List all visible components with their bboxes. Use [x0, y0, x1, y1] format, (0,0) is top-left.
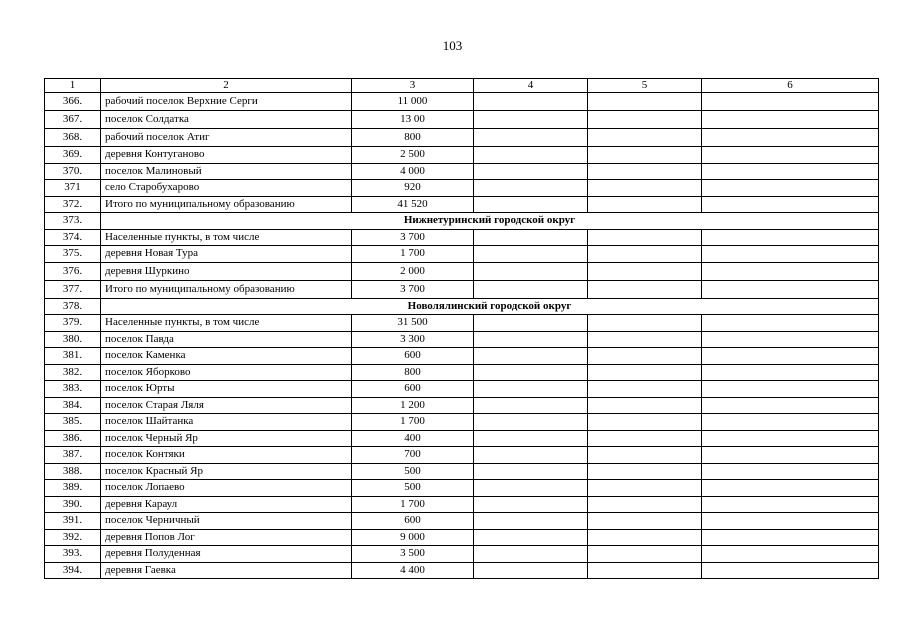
table-row — [45, 496, 879, 513]
row-number: 374. — [45, 229, 101, 246]
settlement-name: поселок Контяки — [101, 447, 352, 464]
section-row — [45, 213, 879, 230]
table-row — [45, 463, 879, 480]
table-row — [45, 280, 879, 298]
empty-cell — [588, 93, 702, 111]
value-cell: 700 — [352, 447, 474, 464]
column-header: 4 — [474, 79, 588, 93]
settlement-name: поселок Каменка — [101, 348, 352, 365]
table-row — [45, 147, 879, 164]
empty-cell — [588, 397, 702, 414]
table-row — [45, 529, 879, 546]
empty-cell — [474, 364, 588, 381]
empty-cell — [702, 196, 879, 213]
empty-cell — [702, 513, 879, 530]
row-number: 378. — [45, 298, 101, 315]
empty-cell — [474, 463, 588, 480]
value-cell: 2 000 — [352, 262, 474, 280]
value-cell: 920 — [352, 180, 474, 197]
empty-cell — [474, 480, 588, 497]
row-number: 380. — [45, 331, 101, 348]
row-number: 385. — [45, 414, 101, 431]
table-row — [45, 180, 879, 197]
empty-cell — [474, 280, 588, 298]
empty-cell — [588, 546, 702, 563]
empty-cell — [588, 414, 702, 431]
empty-cell — [702, 229, 879, 246]
empty-cell — [588, 364, 702, 381]
empty-cell — [702, 163, 879, 180]
empty-cell — [702, 381, 879, 398]
settlement-name: поселок Лопаево — [101, 480, 352, 497]
section-title: Нижнетуринский городской округ — [101, 213, 879, 230]
value-cell: 3 700 — [352, 280, 474, 298]
settlement-name: поселок Солдатка — [101, 111, 352, 129]
table-row — [45, 480, 879, 497]
row-number: 382. — [45, 364, 101, 381]
table-row — [45, 447, 879, 464]
row-number: 392. — [45, 529, 101, 546]
empty-cell — [702, 180, 879, 197]
value-cell: 3 700 — [352, 229, 474, 246]
row-number: 375. — [45, 246, 101, 263]
table-row — [45, 246, 879, 263]
empty-cell — [588, 513, 702, 530]
empty-cell — [474, 496, 588, 513]
table-row — [45, 562, 879, 579]
empty-cell — [474, 414, 588, 431]
table-row — [45, 414, 879, 431]
row-number: 367. — [45, 111, 101, 129]
row-number: 372. — [45, 196, 101, 213]
empty-cell — [588, 180, 702, 197]
table-row — [45, 331, 879, 348]
value-cell: 9 000 — [352, 529, 474, 546]
empty-cell — [588, 348, 702, 365]
table-row — [45, 546, 879, 563]
value-cell: 800 — [352, 129, 474, 147]
empty-cell — [474, 348, 588, 365]
empty-cell — [474, 196, 588, 213]
settlement-name: поселок Шайтанка — [101, 414, 352, 431]
empty-cell — [588, 463, 702, 480]
empty-cell — [702, 414, 879, 431]
settlements-table — [44, 78, 879, 579]
row-number: 376. — [45, 262, 101, 280]
column-header: 3 — [352, 79, 474, 93]
table-row — [45, 111, 879, 129]
row-number: 370. — [45, 163, 101, 180]
settlement-name: поселок Красный Яр — [101, 463, 352, 480]
empty-cell — [702, 111, 879, 129]
empty-cell — [702, 397, 879, 414]
empty-cell — [702, 348, 879, 365]
value-cell: 31 500 — [352, 315, 474, 332]
empty-cell — [702, 463, 879, 480]
empty-cell — [474, 315, 588, 332]
value-cell: 13 00 — [352, 111, 474, 129]
section-row — [45, 298, 879, 315]
table-row — [45, 262, 879, 280]
settlement-name: Итого по муниципальному образованию — [101, 196, 352, 213]
empty-cell — [588, 111, 702, 129]
settlement-name: деревня Новая Тура — [101, 246, 352, 263]
empty-cell — [702, 546, 879, 563]
settlement-name: деревня Контуганово — [101, 147, 352, 164]
table-row — [45, 93, 879, 111]
table-row — [45, 397, 879, 414]
row-number: 393. — [45, 546, 101, 563]
empty-cell — [474, 331, 588, 348]
settlement-name: поселок Черный Яр — [101, 430, 352, 447]
value-cell: 1 200 — [352, 397, 474, 414]
row-number: 368. — [45, 129, 101, 147]
table-header-row — [45, 79, 879, 93]
empty-cell — [588, 496, 702, 513]
empty-cell — [702, 430, 879, 447]
empty-cell — [702, 280, 879, 298]
empty-cell — [588, 196, 702, 213]
empty-cell — [588, 262, 702, 280]
settlement-name: деревня Попов Лог — [101, 529, 352, 546]
section-title: Новолялинский городской округ — [101, 298, 879, 315]
row-number: 391. — [45, 513, 101, 530]
empty-cell — [588, 430, 702, 447]
value-cell: 1 700 — [352, 496, 474, 513]
empty-cell — [702, 93, 879, 111]
empty-cell — [702, 529, 879, 546]
empty-cell — [474, 246, 588, 263]
empty-cell — [474, 111, 588, 129]
empty-cell — [702, 246, 879, 263]
value-cell: 1 700 — [352, 246, 474, 263]
row-number: 381. — [45, 348, 101, 365]
empty-cell — [702, 262, 879, 280]
empty-cell — [588, 562, 702, 579]
table-row — [45, 381, 879, 398]
table-row — [45, 348, 879, 365]
row-number: 369. — [45, 147, 101, 164]
empty-cell — [588, 447, 702, 464]
settlement-name: поселок Павда — [101, 331, 352, 348]
empty-cell — [588, 163, 702, 180]
settlement-name: село Старобухарово — [101, 180, 352, 197]
empty-cell — [588, 229, 702, 246]
value-cell: 600 — [352, 381, 474, 398]
empty-cell — [588, 480, 702, 497]
empty-cell — [474, 262, 588, 280]
empty-cell — [702, 496, 879, 513]
empty-cell — [474, 180, 588, 197]
row-number: 388. — [45, 463, 101, 480]
value-cell: 41 520 — [352, 196, 474, 213]
settlement-name: деревня Шуркино — [101, 262, 352, 280]
column-header: 2 — [101, 79, 352, 93]
value-cell: 1 700 — [352, 414, 474, 431]
empty-cell — [702, 480, 879, 497]
row-number: 383. — [45, 381, 101, 398]
settlement-name: поселок Яборково — [101, 364, 352, 381]
table-body — [45, 79, 879, 579]
row-number: 366. — [45, 93, 101, 111]
settlement-name: поселок Малиновый — [101, 163, 352, 180]
empty-cell — [474, 562, 588, 579]
value-cell: 3 300 — [352, 331, 474, 348]
column-header: 6 — [702, 79, 879, 93]
row-number: 389. — [45, 480, 101, 497]
empty-cell — [474, 513, 588, 530]
table-row — [45, 163, 879, 180]
table-row — [45, 196, 879, 213]
table-row — [45, 315, 879, 332]
settlement-name: рабочий поселок Атиг — [101, 129, 352, 147]
row-number: 387. — [45, 447, 101, 464]
column-header: 5 — [588, 79, 702, 93]
settlement-name: Населенные пункты, в том числе — [101, 229, 352, 246]
empty-cell — [474, 229, 588, 246]
settlement-name: Населенные пункты, в том числе — [101, 315, 352, 332]
empty-cell — [474, 163, 588, 180]
value-cell: 500 — [352, 480, 474, 497]
empty-cell — [474, 397, 588, 414]
empty-cell — [588, 147, 702, 164]
value-cell: 500 — [352, 463, 474, 480]
settlement-name: деревня Полуденная — [101, 546, 352, 563]
empty-cell — [474, 430, 588, 447]
empty-cell — [588, 331, 702, 348]
empty-cell — [702, 364, 879, 381]
settlement-name: поселок Старая Ляля — [101, 397, 352, 414]
value-cell: 3 500 — [352, 546, 474, 563]
value-cell: 800 — [352, 364, 474, 381]
empty-cell — [588, 246, 702, 263]
table-row — [45, 364, 879, 381]
empty-cell — [702, 147, 879, 164]
value-cell: 400 — [352, 430, 474, 447]
value-cell: 2 500 — [352, 147, 474, 164]
empty-cell — [702, 129, 879, 147]
row-number: 377. — [45, 280, 101, 298]
row-number: 390. — [45, 496, 101, 513]
empty-cell — [702, 315, 879, 332]
column-header: 1 — [45, 79, 101, 93]
value-cell: 4 400 — [352, 562, 474, 579]
row-number: 394. — [45, 562, 101, 579]
settlement-name: деревня Караул — [101, 496, 352, 513]
settlement-name: Итого по муниципальному образованию — [101, 280, 352, 298]
empty-cell — [702, 562, 879, 579]
empty-cell — [474, 129, 588, 147]
empty-cell — [588, 280, 702, 298]
settlement-name: поселок Черничный — [101, 513, 352, 530]
table-row — [45, 129, 879, 147]
empty-cell — [588, 129, 702, 147]
empty-cell — [474, 529, 588, 546]
settlement-name: рабочий поселок Верхние Серги — [101, 93, 352, 111]
row-number: 384. — [45, 397, 101, 414]
empty-cell — [588, 381, 702, 398]
empty-cell — [474, 546, 588, 563]
empty-cell — [474, 93, 588, 111]
value-cell: 600 — [352, 348, 474, 365]
empty-cell — [588, 529, 702, 546]
row-number: 371 — [45, 180, 101, 197]
settlement-name: поселок Юрты — [101, 381, 352, 398]
empty-cell — [588, 315, 702, 332]
table-row — [45, 229, 879, 246]
empty-cell — [474, 381, 588, 398]
settlement-name: деревня Гаевка — [101, 562, 352, 579]
row-number: 379. — [45, 315, 101, 332]
empty-cell — [474, 447, 588, 464]
table-row — [45, 513, 879, 530]
row-number: 373. — [45, 213, 101, 230]
value-cell: 4 000 — [352, 163, 474, 180]
empty-cell — [702, 331, 879, 348]
value-cell: 600 — [352, 513, 474, 530]
page-number: 103 — [442, 38, 463, 53]
empty-cell — [474, 147, 588, 164]
empty-cell — [702, 447, 879, 464]
value-cell: 11 000 — [352, 93, 474, 111]
table-row — [45, 430, 879, 447]
row-number: 386. — [45, 430, 101, 447]
